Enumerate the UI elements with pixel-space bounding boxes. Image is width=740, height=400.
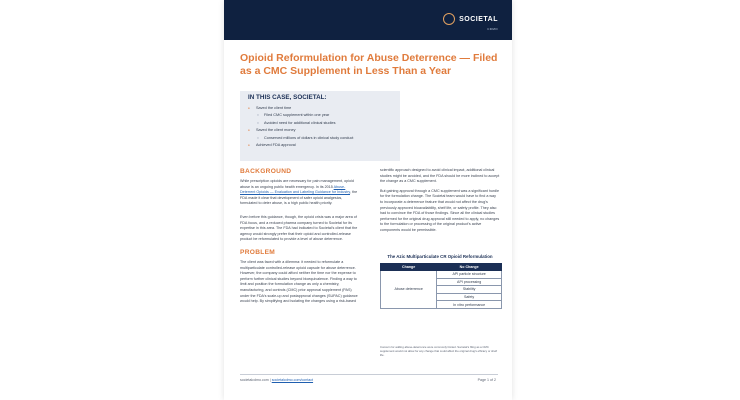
logo-mark-icon (443, 13, 455, 25)
right-paragraph-2: But gaining approval through a CMC supplement was a significant hurdle for the formulation change. The Societal team would have to find a way to incorporate a deterrence feature that would not affect the drug's previously approved bioavailability, shelf life, or safety profile. They also had to convince the FDA of those findings. Since all the clinical studies performed for the original drug approval still needed to apply, no changes to the formulation or processing of the original product's active components would be permissible. (380, 188, 500, 232)
societal-logo (443, 13, 498, 25)
case-summary-list (248, 105, 398, 149)
right-column (380, 168, 500, 238)
case-subitem: ○ Avoided need for additional clinical studies (248, 120, 398, 127)
footer-contact-link[interactable]: societalcdmo.com/contact (271, 378, 314, 382)
case-summary-heading: IN THIS CASE, SOCIETAL: (248, 94, 327, 101)
header-bar (224, 0, 512, 40)
table-footnote: Concern for adding abuse-deterrence were commonly limited. Societal's filing as a CMC supplement would not allow for any change that could affect the original drug's efficacy or shelf life. (380, 345, 498, 357)
case-summary-box (240, 91, 400, 161)
table-header-row (381, 264, 502, 271)
case-subitem: ○ Filed CMC supplement within one year (248, 112, 398, 119)
no-change-cell: Stability (437, 286, 502, 294)
case-subitem: ○ Conserved millions of dollars in clinical study conduct (248, 135, 398, 142)
logo-text: SOCIETAL (459, 15, 498, 23)
background-heading: BACKGROUND (240, 168, 292, 175)
reformulation-table (380, 263, 502, 309)
fda-guidance-link[interactable]: Abuse-Deterrent Opioids — Evaluation and Labeling Guidance for Industry (240, 184, 351, 195)
left-column (240, 168, 360, 309)
case-item: ● Saved the client money (248, 127, 398, 134)
document-page (224, 0, 512, 400)
footer: societalcdmo.com | societalcdmo.com/contact (240, 378, 314, 382)
footer-site: societalcdmo.com (240, 378, 269, 382)
no-change-header: No Change (437, 264, 502, 271)
case-item: ● Saved the client time (248, 105, 398, 112)
case-item: ● Achieved FDA approval (248, 142, 398, 149)
footer-divider (240, 374, 498, 375)
right-paragraph-1: scientific approach designed to avoid clinical impact, additional clinical studies might be avoided, and the FDA should be more inclined to accept the change as a CMC supplement. (380, 168, 500, 184)
no-change-cell: Safety (437, 293, 502, 301)
background-paragraph-2: Even before this guidance, though, the opioid crisis was a major area of FDA focus, and a reduced pharma company turned to Societal for its expertise in this area. The FDA had indicated to Societal's client that the agency would strongly prefer that their opioid and controlled-release product be reformulated to provide a level of abuse deterrence. (240, 214, 358, 242)
background-paragraph-1: While prescription opioids are necessary for pain management, opioid abuse is an ongoing public health emergency. In its 2015 Abuse-Deterrent Opioids — Evaluation and Labeling Guidance for Industry, the FDA made it clear that development of safer opioid analgesics, formulated to deter abuse, is a high public health priority. (240, 179, 358, 206)
problem-paragraph: The client was faced with a dilemma: it needed to reformulate a multiparticulate controlled-release opioid capsule for abuse deterrence. However, the company could afford neither the time nor the expense to perform further clinical studies beyond bioequivalence. Finding a way to limit and position the formulation change as only a chemistry, manufacturing, and controls (CMC) prior approval supplement (PAS) under the FDA's scale-up and postapproval changes (SUPAC) guidance would help. By simplifying and isolating the changes using a risk-based (240, 259, 358, 304)
change-cell: Abuse deterrence (381, 271, 437, 309)
logo-subtext: CDMO (487, 27, 498, 31)
problem-heading: PROBLEM (240, 248, 276, 256)
no-change-cell: API processing (437, 278, 502, 286)
table-row (381, 271, 502, 279)
no-change-cell: In vitro performance (437, 301, 502, 309)
change-header: Change (381, 264, 437, 271)
table-title: The Azic Multiparticulate CR Opioid Reformulation (387, 254, 493, 259)
page-number: Page 1 of 2 (477, 378, 496, 382)
document-title: Opioid Reformulation for Abuse Deterrence — Filed as a CMC Supplement in Less Than a Year (240, 52, 498, 77)
no-change-cell: API particle structure (437, 271, 502, 279)
